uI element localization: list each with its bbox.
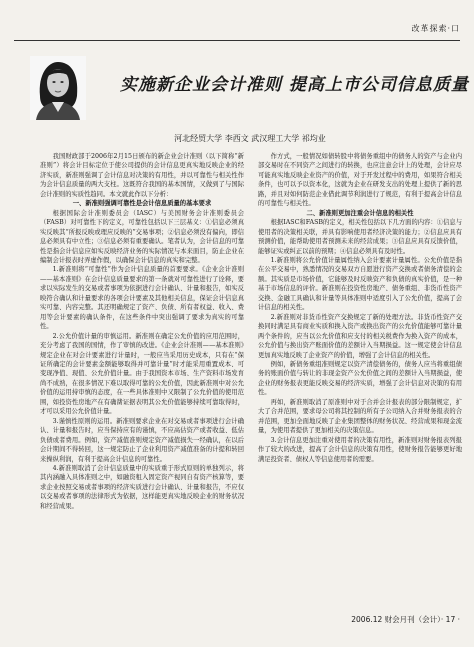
right-column: [258, 152, 462, 464]
page-footer: 2006.12 财会月刊（会计）· 17 ·: [351, 615, 460, 624]
body-paragraph: 再如，新准则取消了原准则中对于合并会计报表的部分限制规定，扩大了合并范围，要求母公司将其控制的所有子公司纳入合并财务报表的合并范围，更加全面地反映了企业集团整体的财务状况、经营成果和现金流量，为使用者提供了更加相关的决策信息。: [258, 398, 462, 435]
body-paragraph: 例如，新债务重组准则规定以资产清偿债务的，债务人应当将重组债务的账面价值与转让的非现金资产公允价值之间的差额计入当期损益，使企业的财务报表更能反映交易的经济实质，增强了会计信息对决策的有用性。: [258, 360, 462, 397]
article-title: 实施新企业会计准则 提高上市公司信息质量: [120, 75, 469, 95]
column-tag: 改革探索·口: [411, 24, 460, 33]
left-column: [40, 152, 244, 511]
body-paragraph: 4.新准则取消了会计信息质量中的实质重于形式原则的单独列示，将其内涵融入具体准则之中，如融资租入固定资产视同自有资产核算等，要求企业按照交易或者事项的经济实质进行会计确认、计量和报告，不应仅以交易或者事项的法律形式为依据，这样能更真实地反映企业的财务状况和经营成果。: [40, 464, 244, 510]
article-authors: 河北经贸大学 李西文 武汉理工大学 祁均业: [174, 134, 326, 143]
body-paragraph: 3.会计信息更加注重对使用者的决策有用性，新准则对财务报表列报作了较大的改进，提高了会计信息的决策有用性，使财务报告能够更好地满足投资者、债权人等信息使用者的需要。: [258, 436, 462, 463]
author-photo: [30, 56, 86, 120]
body-paragraph: 3.谨慎性原则的运用。新准则要求企业在对交易或者事项进行会计确认、计量和报告时，应当保持应有的谨慎，不应高估资产或者收益、低估负债或者费用。例如，资产减值准则规定资产减值损失一经确认，在以后会计期间不得转回，这一规定防止了企业利用资产减值准备的计提和转回来操纵利润，有利于提高会计信息的可靠性。: [40, 417, 244, 463]
body-paragraph: 2.新准则对非货币性资产交换规定了新的处理方法。非货币性资产交换同时满足具有商业实质和换入资产或换出资产的公允价值能够可靠计量两个条件的，应当以公允价值和应支付的相关税费作为换入资产的成本，公允价值与换出资产账面价值的差额计入当期损益。这一规定使会计信息更加真实地反映了企业资产的价值，增强了会计信息的相关性。: [258, 313, 462, 359]
body-paragraph: 我国财政部于2006年2月15日颁布的新企业会计准则（以下简称“新准则”）将会计目标定位于使公司提供的会计信息更真实地反映企业的经济实质，新准则强调了会计信息对决策的有用性，并以可靠性与相关性作为会计信息质量的两大支柱。这既符合我国的基本国情，又做到了与国际会计准则的实质性趋同。本文就此作以下分析：: [40, 153, 244, 198]
author-portrait-icon: [30, 56, 86, 120]
body-paragraph: 1.新准则将公允价值计量属性纳入会计要素计量属性。公允价值是指在公平交易中，熟悉情况的交易双方自愿进行资产交换或者债务清偿的金额。其实质是市场价值，它能够及时反映资产和负债的真实价值，是一种基于市场信息的评价。新准则在投资性房地产、债务重组、非货币性资产交换、金融工具确认和计量等具体准则中适度引入了公允价值，提高了会计信息的相关性。: [258, 256, 462, 312]
body-paragraph: 根据IASC和FASB的定义，相关性包括以下几方面的内容：①信息与使用者的决策相关联，并具有影响使用者经济决策的能力；②信息应具有预测价值，能帮助使用者预测未来的经营成果；③信息应具有反馈价值，能够证实或纠正以前的预期；④信息必须具有及时性。: [258, 219, 462, 255]
section-heading: 二、新准则更加注重会计信息的相关性: [306, 209, 414, 217]
body-paragraph: 2.公允价值计量的审慎运用。新准则在确定公允价值的应用范围时，充分考虑了我国的国情，作了审慎的改进。《企业会计准则——基本准则》规定企业在对会计要素进行计量时，一般应当采用历史成本，只有在“保证所确定的会计要素金额能够取得并可靠计量”时才能采用重置成本、可变现净值、现值、公允价值计量。由于我国资本市场、生产资料市场发育尚不成熟，在很多情况下难以取得可靠的公允价值，因此新准则中对公允价值的运用持审慎的态度，在一些具体准则中又限制了公允价值的使用范围，如投资性房地产在有确凿证据表明其公允价值能够持续可靠取得时，才可以采用公允价值计量。: [40, 332, 244, 416]
header-rule: [14, 40, 460, 41]
body-paragraph: 1.新准则将“可靠性”作为会计信息质量的首要要求。《企业会计准则——基本准则》在会计信息质量要求的第一条就对可靠性进行了诠释，要求以实际发生的交易或者事项为依据进行会计确认、计量和报告，如实反映符合确认和计量要求的各项会计要素及其他相关信息，保证会计信息真实可靠、内容完整。其还明确规定了资产、负债、所有者权益、收入、费用等会计要素的确认条件，在这些条件中突出强调了要求为真实的可靠性。: [40, 266, 244, 331]
body-paragraph: 根据国际会计准则委员会（IASC）与美国财务会计准则委员会（FASB）对可靠性下的定义，可靠性包括以下三层基义：①信息必须真实反映其“所报反映或理应反映的”交易事项；②信息必须没有偏向，即信息必须具有中立性；③信息必须有重要确认。笔者认为，会计信息的可靠性是指会计信息应如实反映经济业务的实际情况与本来面目，防止企业在编制会计报表时弄虚作假，以确保会计信息的真实和完整。: [40, 209, 244, 264]
body-paragraph: 作方式，一般情况如债转股中将债务重组中的债务人的资产与企业内部交易时在不同资产之间进行的转换，也应注意会计上的处理，会计应尽可能真实地反映企业资产的价值，对于开发过程中的费用，如果符合相关条件，也可以予以资本化，这就为企业在研发支出的处理上提供了新的思路，并且对如何防范企业借此调节利润进行了规范，有利于提高会计信息的可靠性与相关性。: [258, 153, 462, 208]
section-heading: 一、新准则强调可靠性是会计信息质量的基本要求: [72, 200, 212, 208]
